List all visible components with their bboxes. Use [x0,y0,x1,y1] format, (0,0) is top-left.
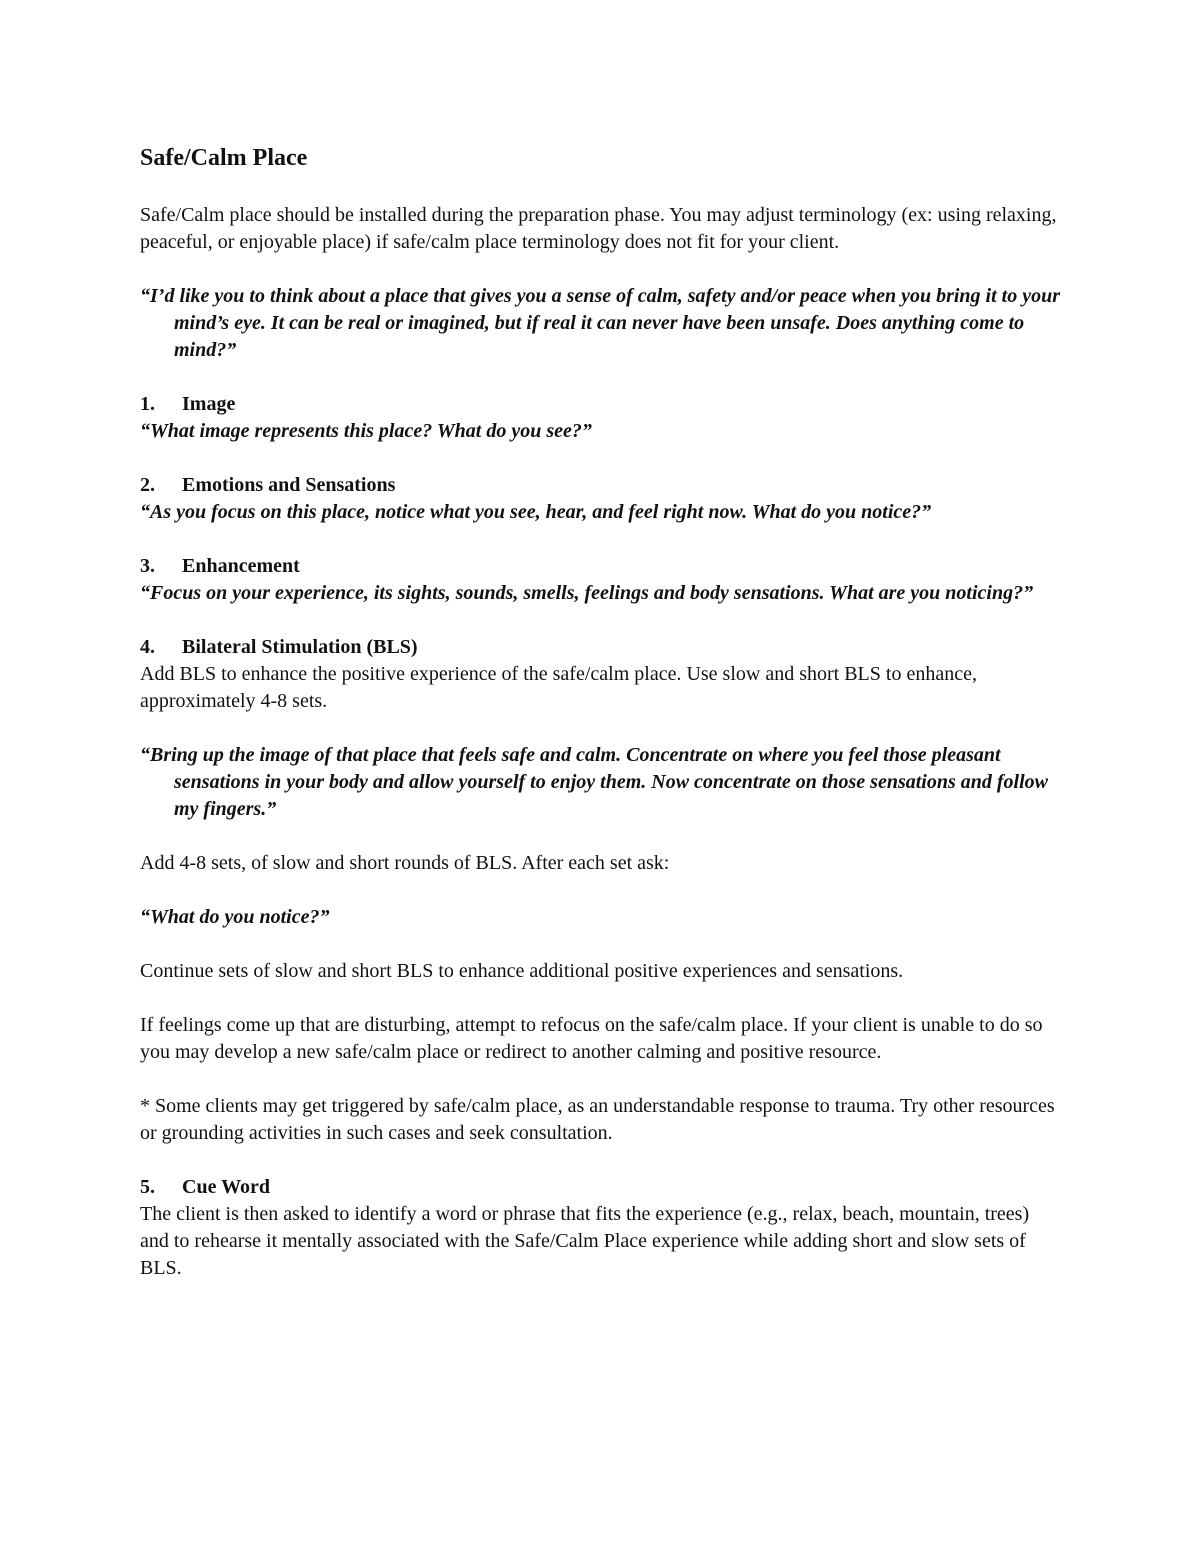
section-heading [140,391,1060,418]
section-title: Cue Word [182,1176,270,1198]
section-heading [140,553,1060,580]
section-number: 2. [140,474,155,496]
ask-quote: “What do you notice?” [140,906,330,928]
section-bilateral-stimulation [140,634,1060,1147]
section-enhancement [140,553,1060,607]
section-title: Bilateral Stimulation (BLS) [182,636,418,658]
section-heading [140,634,1060,661]
section-number: 5. [140,1176,155,1198]
section-heading [140,1174,1060,1201]
section-heading [140,472,1060,499]
section-quote: “Focus on your experience, its sights, sounds, smells, feelings and body sensations. What are you noticing?” [140,582,1034,604]
section-text: Add BLS to enhance the positive experience of the safe/calm place. Use slow and short BLS to enhance, approximately 4-8 sets. [140,663,977,712]
document-title: Safe/Calm Place [140,145,308,171]
continue-text: Continue sets of slow and short BLS to enhance additional positive experiences and sensations. [140,960,904,982]
section-quote: “What image represents this place? What do you see?” [140,420,592,442]
after-sets-text: Add 4-8 sets, of slow and short rounds of BLS. After each set ask: [140,852,670,874]
section-emotions-and-sensations [140,472,1060,526]
section-number: 4. [140,636,155,658]
section-image [140,391,1060,445]
section-number: 3. [140,555,155,577]
note-text: * Some clients may get triggered by safe/calm place, as an understandable response to trauma. Try other resources or grounding activities in such cases and seek consultation. [140,1095,1055,1144]
section-title: Enhancement [182,555,300,577]
intro-paragraph: Safe/Calm place should be installed during the preparation phase. You may adjust terminology (ex: using relaxing, peaceful, or enjoyable place) if safe/calm place terminology does not fit for your client. [140,204,1057,253]
section-title: Emotions and Sensations [182,474,396,496]
section-quote: “As you focus on this place, notice what you see, hear, and feel right now. What do you notice?” [140,501,932,523]
disturbing-text: If feelings come up that are disturbing, attempt to refocus on the safe/calm place. If your client is unable to do so you may develop a new safe/calm place or redirect to another calming and positive resource. [140,1014,1043,1063]
section-text: The client is then asked to identify a word or phrase that fits the experience (e.g., relax, beach, mountain, trees) and to rehearse it mentally associated with the Safe/Calm Place experience while adding short and slow sets of BLS. [140,1203,1030,1279]
document-content [140,142,1060,1309]
section-cue-word [140,1174,1060,1282]
section-number: 1. [140,393,155,415]
section-quote: “Bring up the image of that place that feels safe and calm. Concentrate on where you feel those pleasant sensations in your body and allow yourself to enjoy them. Now concentrate on those sensations and follow my fingers.” [140,744,1048,820]
opening-quote: “I’d like you to think about a place that gives you a sense of calm, safety and/or peace when you bring it to your mind’s eye. It can be real or imagined, but if real it can never have been unsafe. Does anything come to mind?” [140,285,1060,361]
section-title: Image [182,393,236,415]
